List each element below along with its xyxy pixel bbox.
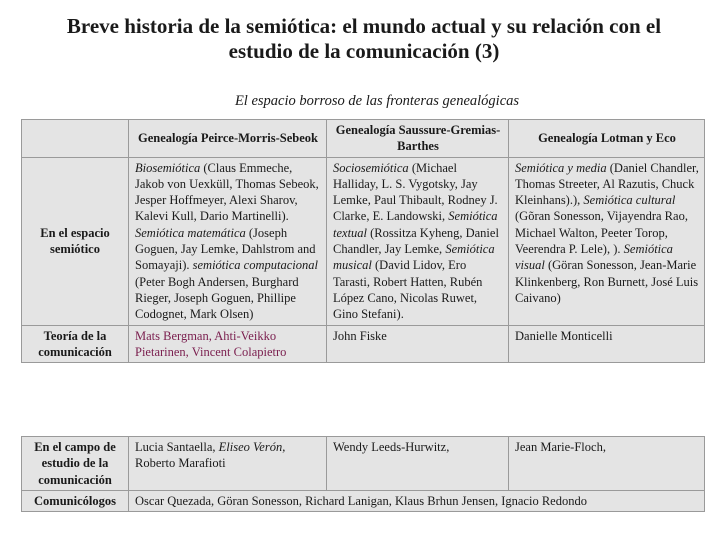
header-peirce: Genealogía Peirce-Morris-Sebeok [129, 120, 327, 158]
cell-saussure-semiotic: Sociosemiótica (Michael Halliday, L. S. Vygotsky, Jay Lemke, Paul Thibault, Rodney J. Clarke, E. Landowski, Semiótica textual (Rossitza Kyheng, Daniel Chandler, Jay Lemke, Semiótica musical (David Lidov, Ero Tarasti, Robert Hatten, Rubén López Cano, Nicolas Ruwet, Gino Stefani). [327, 157, 509, 325]
cell-peirce-field: Lucia Santaella, Eliseo Verón, Roberto Marafioti [129, 437, 327, 491]
page-subtitle: El espacio borroso de las fronteras genealógicas [234, 93, 520, 109]
row-label-communication-field: En el campo de estudio de la comunicación [22, 437, 129, 491]
cell-saussure-theory: John Fiske [327, 325, 509, 363]
table-row [22, 437, 705, 491]
cell-peirce-theory: Mats Bergman, Ahti-Veikko Pietarinen, Vincent Colapietro [129, 325, 327, 363]
table-row [22, 490, 705, 511]
row-label-communication-theory: Teoría de la comunicación [22, 325, 129, 363]
table-row [22, 157, 705, 325]
cell-peirce-semiotic: Biosemiótica (Claus Emmeche, Jakob von Uexküll, Thomas Sebeok, Jesper Hoffmeyer, Alexi Sharov, Kalevi Kull, Dario Martinelli). Semiótica matemática (Joseph Goguen, Jay Lemke, Dahlstrom and Somayaji). semiótica computacional (Peter Bogh Andersen, Burghard Rieger, Joseph Goguen, Phillipe Codognet, Mark Olsen) [129, 157, 327, 325]
cell-lotman-field: Jean Marie-Floch, [509, 437, 705, 491]
cell-saussure-field: Wendy Leeds-Hurwitz, [327, 437, 509, 491]
title-line-2: estudio de la comunicación (3) [228, 39, 500, 63]
genealogy-table [21, 119, 705, 363]
cell-lotman-semiotic: Semiótica y media (Daniel Chandler, Thomas Streeter, Al Razutis, Chuck Kleinhans).), Semiótica cultural (Gõran Sonesson, Vijayendra Rao, Michael Walton, Peeter Torop, Veerendra P. Lele), ). Semiótica visual (Göran Sonesson, Jean-Marie Klinkenberg, Ron Burnett, José Luis Caivano) [509, 157, 705, 325]
row-label-semiotic-space: En el espacio semiótico [22, 157, 129, 325]
table-header-row [22, 120, 705, 158]
cell-communicologists: Oscar Quezada, Göran Sonesson, Richard Lanigan, Klaus Brhun Jensen, Ignacio Redondo [129, 490, 705, 511]
row-label-communicologists: Comunicólogos [22, 490, 129, 511]
header-saussure: Genealogía Saussure-Gremias-Barthes [327, 120, 509, 158]
page-title [0, 14, 728, 64]
table-row [22, 325, 705, 363]
header-lotman: Genealogía Lotman y Eco [509, 120, 705, 158]
cell-lotman-theory: Danielle Monticelli [509, 325, 705, 363]
header-blank-cell [22, 120, 129, 158]
communication-table [21, 436, 705, 512]
title-line-1: Breve historia de la semiótica: el mundo actual y su relación con el [66, 14, 662, 38]
